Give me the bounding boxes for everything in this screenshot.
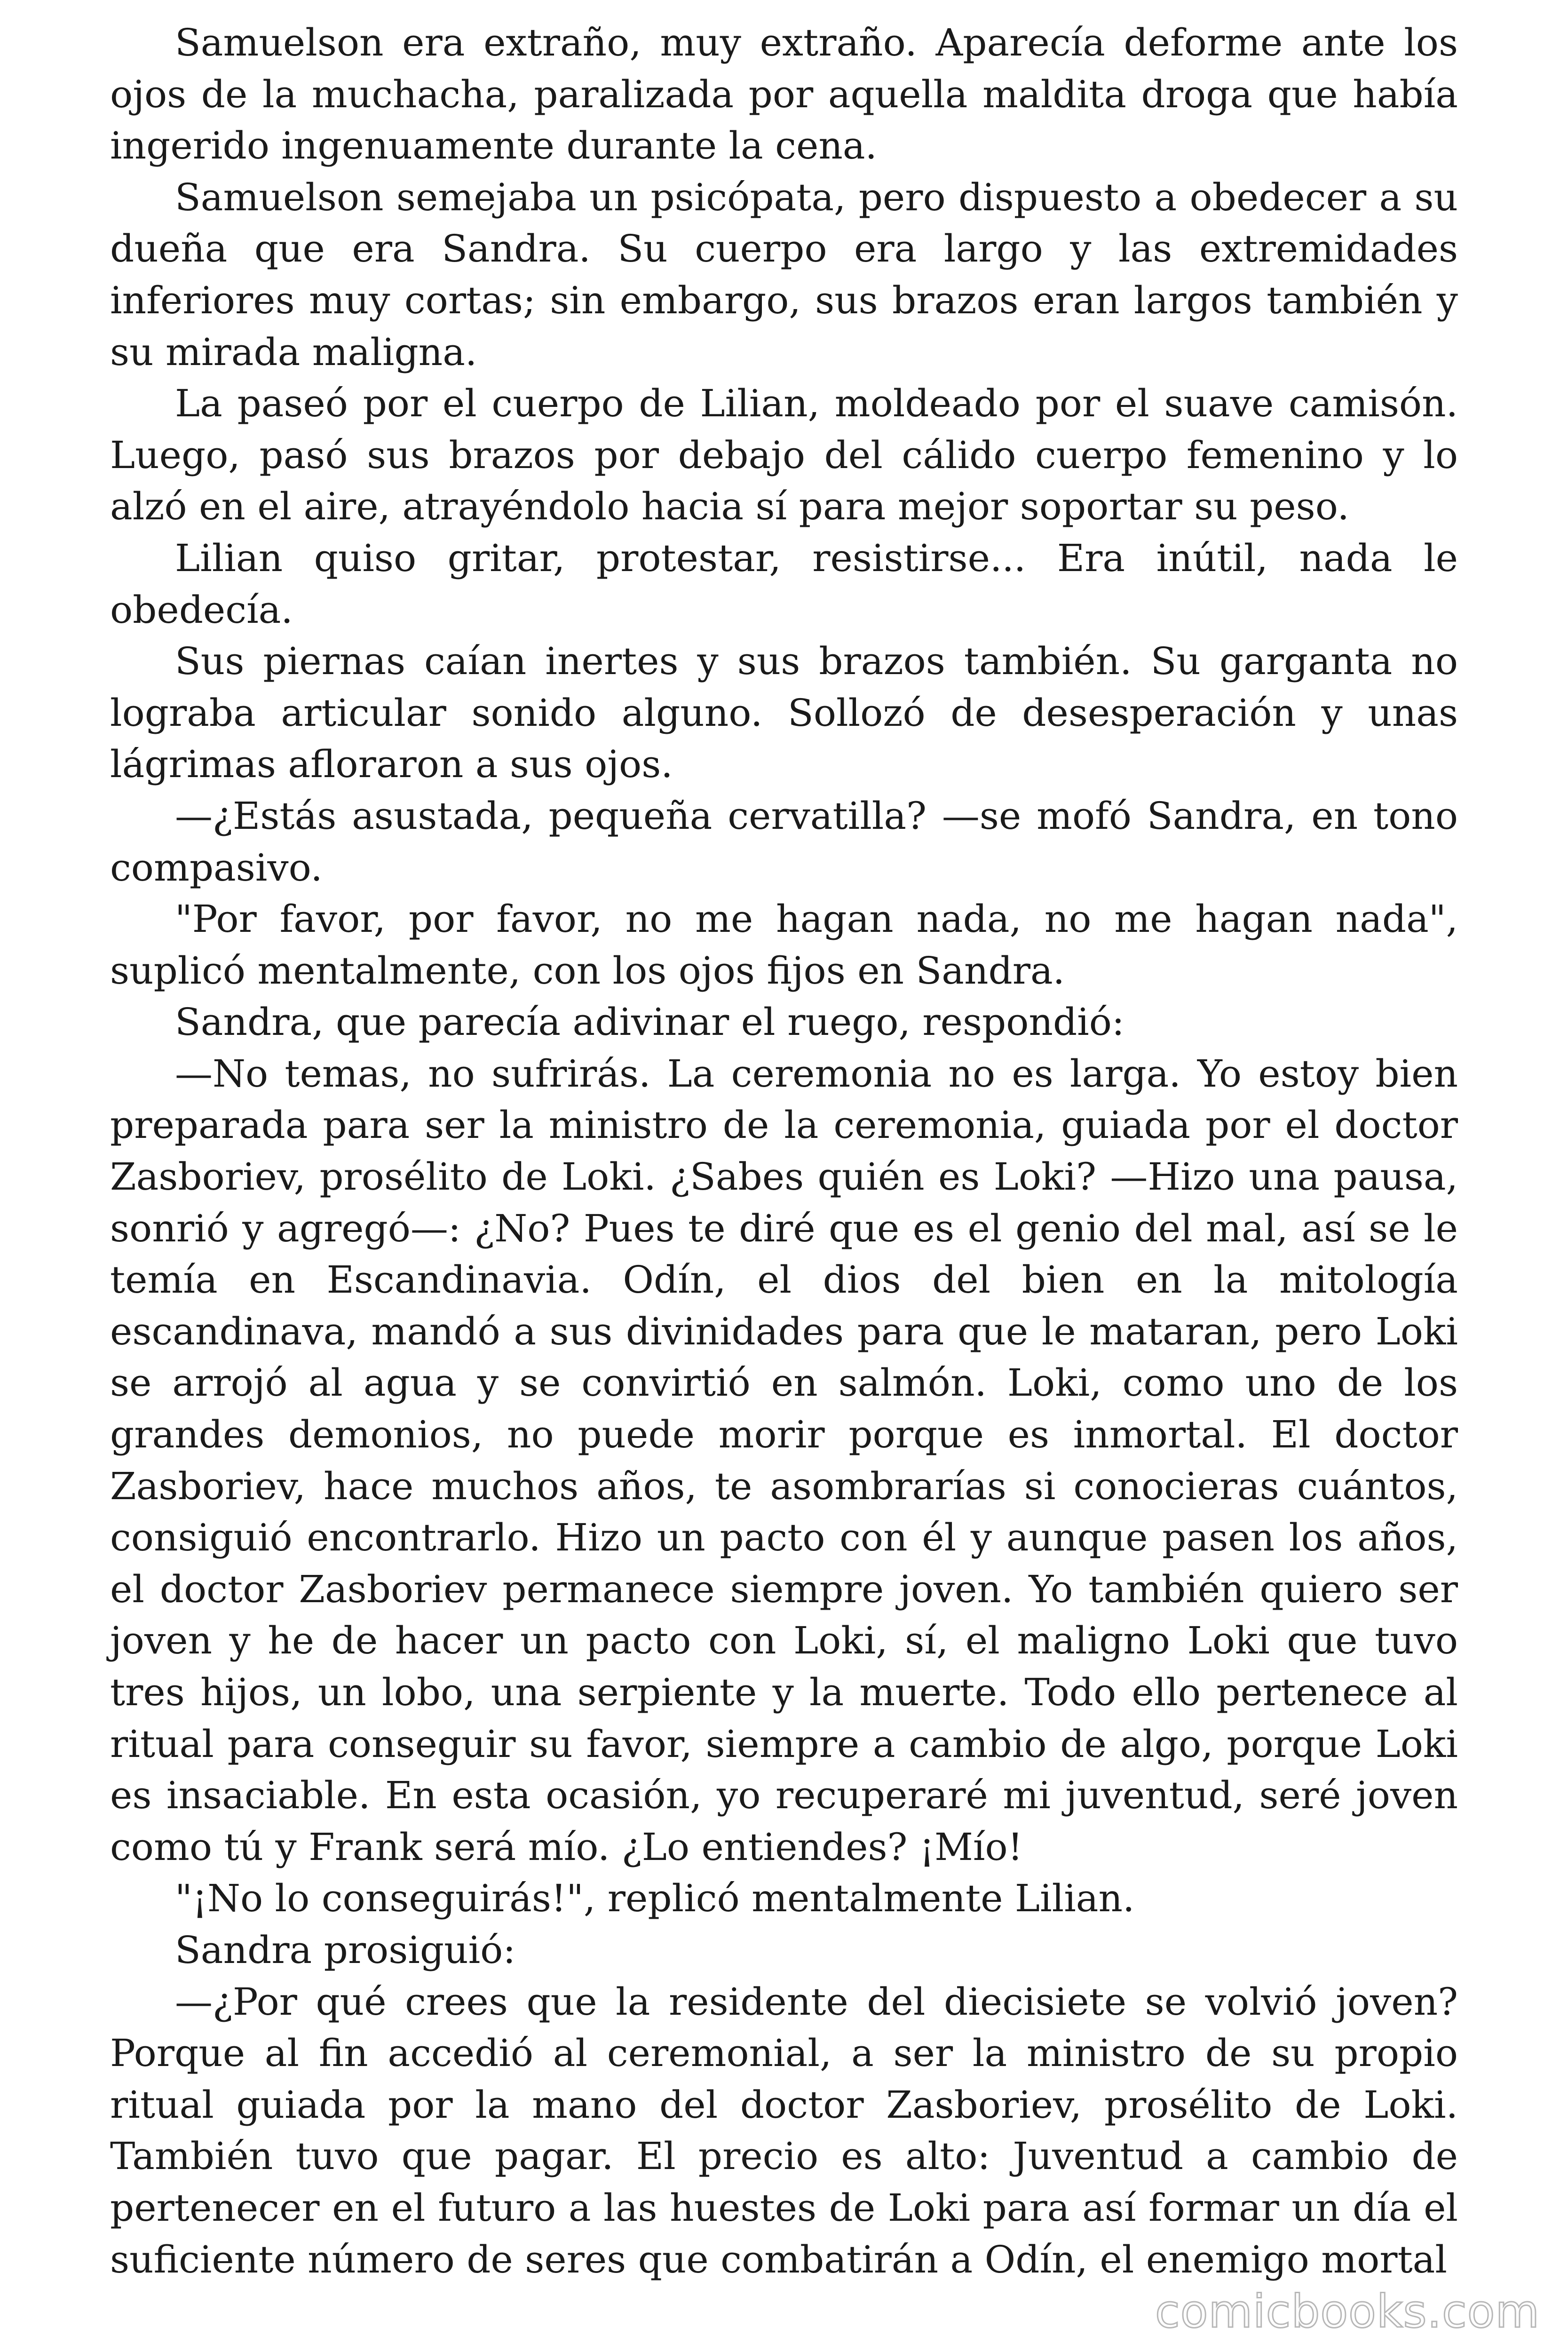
paragraph: "Por favor, por favor, no me hagan nada, no me hagan nada", suplicó mentalmente, con los ojos fijos en Sandra. — [110, 897, 1458, 993]
paragraph: "¡No lo conseguirás!", replicó mentalmente Lilian. — [175, 1876, 1135, 1921]
paragraph: Samuelson era extraño, muy extraño. Aparecía deforme ante los ojos de la muchacha, paralizada por aquella maldita droga que había ingerido ingenuamente durante la cena. — [110, 21, 1458, 168]
paragraph: La paseó por el cuerpo de Lilian, moldeado por el suave camisón. Luego, pasó sus brazos por debajo del cálido cuerpo femenino y lo alzó en el aire, atrayéndolo hacia sí para mejor soportar su peso. — [110, 381, 1458, 529]
paragraph: Sus piernas caían inertes y sus brazos también. Su garganta no lograba articular sonido alguno. Sollozó de desesperación y unas lágrimas afloraron a sus ojos. — [110, 639, 1458, 787]
paragraph: Lilian quiso gritar, protestar, resistirse... Era inútil, nada le obedecía. — [110, 536, 1458, 632]
paragraph: Sandra, que parecía adivinar el ruego, respondió: — [175, 1000, 1125, 1044]
paragraph: Samuelson semejaba un psicópata, pero dispuesto a obedecer a su dueña que era Sandra. Su cuerpo era largo y las extremidades inferiores muy cortas; sin embargo, sus brazos eran largos también y su mirada maligna. — [110, 175, 1458, 374]
paragraph: Sandra prosiguió: — [175, 1928, 516, 1972]
paragraph: —¿Por qué crees que la residente del diecisiete se volvió joven? Porque al fin accedió al ceremonial, a ser la ministro de su propio ritual guiada por la mano del doctor Zasboriev, prosélito de Loki. También tuvo que pagar. El precio es alto: Juventud a cambio de pertenecer en el futuro a las huestes de Loki para así formar un día el suficiente número de seres que combatirán a Odín, el enemigo mortal — [110, 1979, 1458, 2281]
book-page-text — [110, 17, 1458, 2285]
paragraph: —No temas, no sufrirás. La ceremonia no es larga. Yo estoy bien preparada para ser la ministro de la ceremonia, guiada por el doctor Zasboriev, prosélito de Loki. ¿Sabes quién es Loki? —Hizo una pausa, sonrió y agregó—: ¿No? Pues te diré que es el genio del mal, así se le temía en Escandinavia. Odín, el dios del bien en la mitología escandinava, mandó a sus divinidades para que le mataran, pero Loki se arrojó al agua y se convirtió en salmón. Loki, como uno de los grandes demonios, no puede morir porque es inmortal. El doctor Zasboriev, hace muchos años, te asombrarías si conocieras cuántos, consiguió encontrarlo. Hizo un pacto con él y aunque pasen los años, el doctor Zasboriev permanece siempre joven. Yo también quiero ser joven y he de hacer un pacto con Loki, sí, el maligno Loki que tuvo tres hijos, un lobo, una serpiente y la muerte. Todo ello pertenece al ritual para conseguir su favor, siempre a cambio de algo, porque Loki es insaciable. En esta ocasión, yo recuperaré mi juventud, seré joven como tú y Frank será mío. ¿Lo entiendes? ¡Mío! — [110, 1051, 1458, 1869]
watermark-text: comicbooks.com — [1155, 2285, 1540, 2338]
paragraph: —¿Estás asustada, pequeña cervatilla? —se mofó Sandra, en tono compasivo. — [110, 794, 1458, 890]
